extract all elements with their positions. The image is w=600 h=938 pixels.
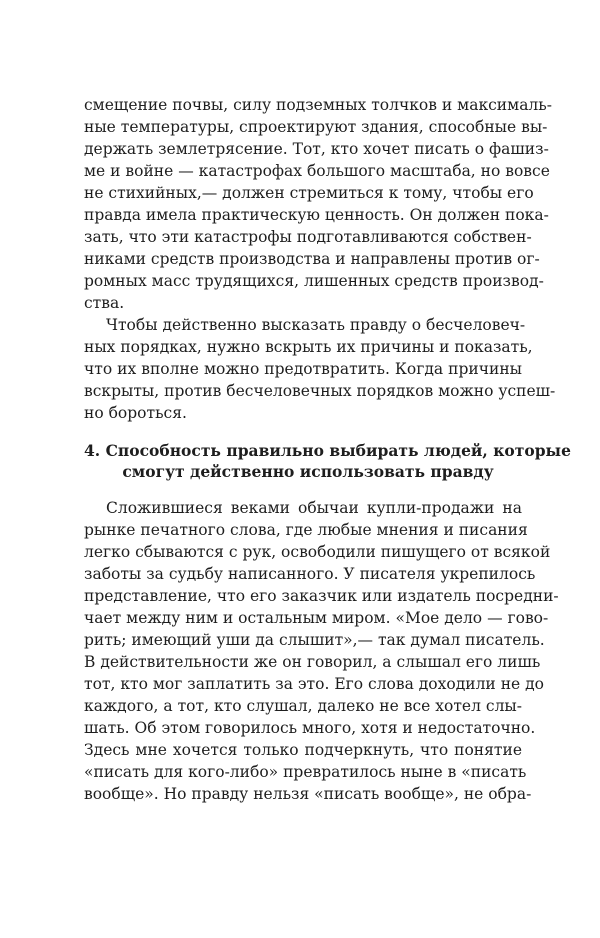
text-line: вообще». Но правду нельзя «писать вообще», не обра- (84, 785, 532, 803)
text-line: Здесь мне хочется только подчеркнуть, что понятие (84, 741, 522, 759)
text-line: ных порядках, нужно вскрыть их причины и показать, (84, 338, 533, 356)
text-line: ме и войне — катастрофах большого масштаба, но вовсе (84, 162, 550, 180)
text-line: вскрыты, против бесчеловечных порядков можно успеш- (84, 382, 556, 400)
text-line: рынке печатного слова, где любые мнения и писания (84, 521, 528, 539)
text-line: ные температуры, спроектируют здания, способные вы- (84, 118, 548, 136)
text-line: ства. (84, 294, 125, 312)
section-heading-line-1: 4. Способность правильно выбирать людей, которые (84, 441, 571, 460)
text-line: В действительности же он говорил, а слышал его лишь (84, 653, 541, 671)
text-line: представление, что его заказчик или издатель посредни- (84, 587, 559, 605)
text-line: легко сбываются с рук, освободили пишущего от всякой (84, 543, 551, 561)
text-line: никами средств производства и направлены против ог- (84, 250, 540, 268)
text-line: рить; имеющий уши да слышит»,— так думал писатель. (84, 631, 545, 649)
text-line: не стихийных,— должен стремиться к тому, чтобы его (84, 184, 534, 202)
text-line: каждого, а тот, кто слушал, далеко не все хотел слы- (84, 697, 522, 715)
text-line: заботы за судьбу написанного. У писателя укрепилось (84, 565, 536, 583)
text-line: чает между ним и остальным миром. «Мое дело — гово- (84, 609, 549, 627)
text-line: шать. Об этом говорилось много, хотя и недостаточно. (84, 719, 536, 737)
text-line: Чтобы действенно высказать правду о бесчеловеч- (106, 316, 526, 334)
text-line: Сложившиеся веками обычаи купли-продажи на (106, 499, 522, 517)
text-line: держать землетрясение. Тот, кто хочет писать о фашиз- (84, 140, 549, 158)
text-line: смещение почвы, силу подземных толчков и максималь- (84, 96, 552, 114)
text-line: но бороться. (84, 404, 187, 422)
text-line: правда имела практическую ценность. Он должен пока- (84, 206, 549, 224)
text-line: тот, кто мог заплатить за это. Его слова доходили не до (84, 675, 544, 693)
text-line: «писать для кого-либо» превратилось ныне в «писать (84, 763, 527, 781)
text-line: зать, что эти катастрофы подготавливаются собствен- (84, 228, 532, 246)
section-heading-line-2: смогут действенно использовать правду (122, 462, 494, 481)
text-line: ромных масс трудящихся, лишенных средств производ- (84, 272, 544, 290)
text-line: что их вполне можно предотвратить. Когда причины (84, 360, 522, 378)
